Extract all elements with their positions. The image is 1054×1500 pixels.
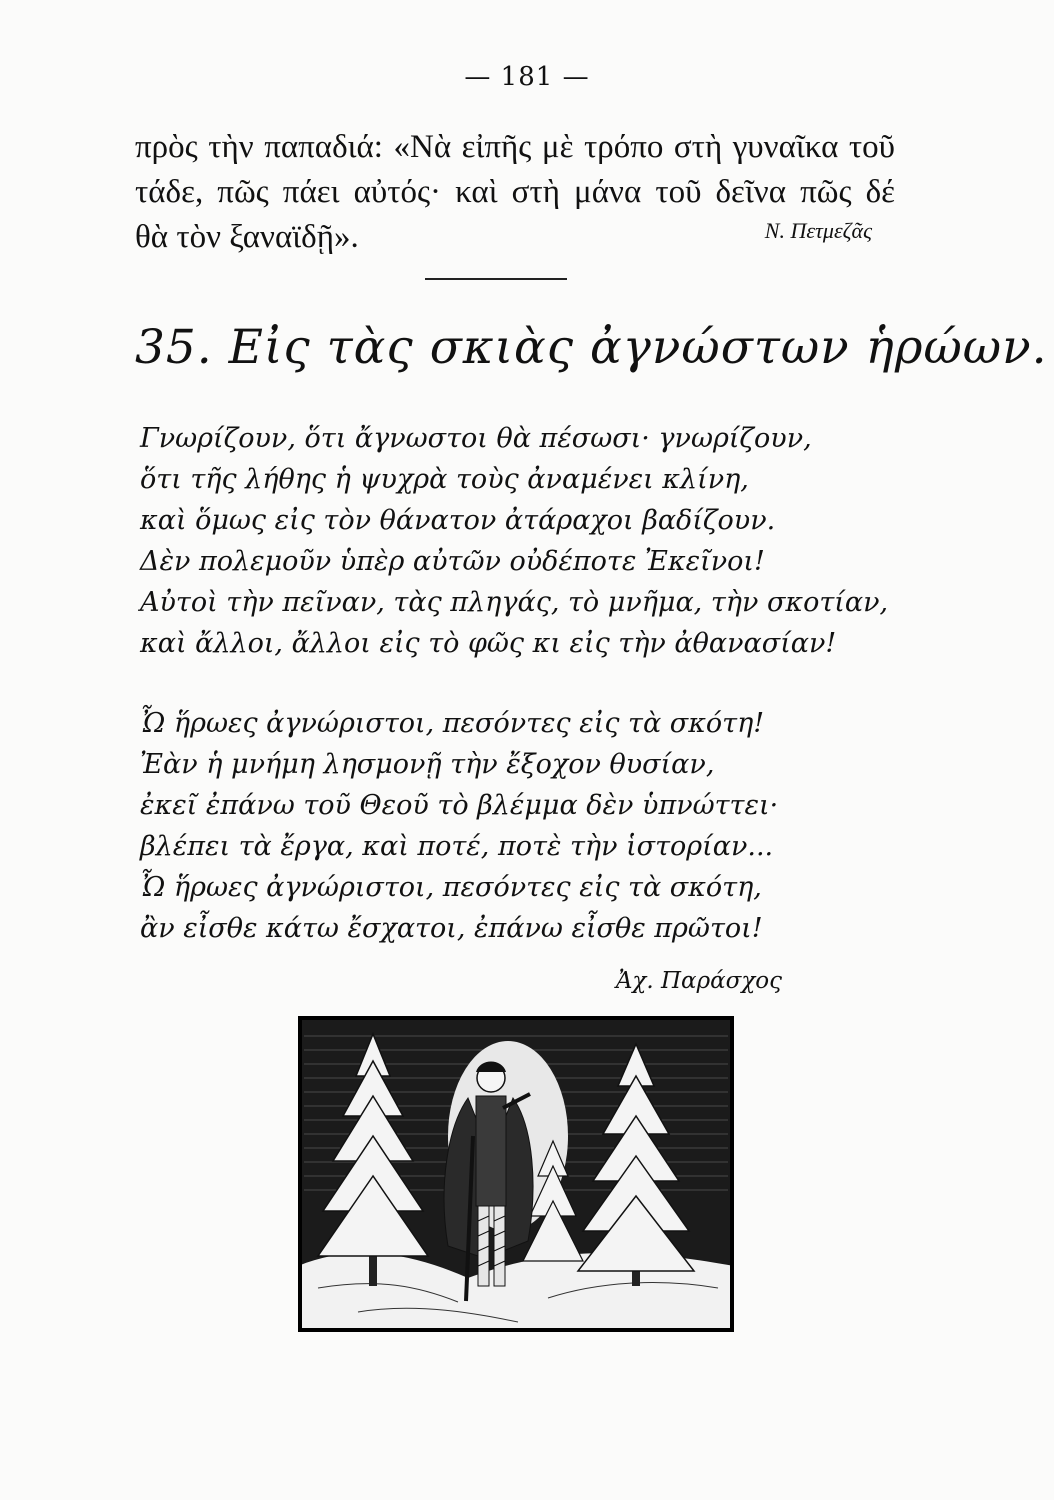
- prose-line: πρὸς τὴν παπαδιά: «Νὰ εἰπῆς μὲ τρόπο στὴ γυναῖκα τοῦ: [135, 129, 895, 165]
- prose-line: θὰ τὸν ξαναϊδῇ».: [135, 219, 359, 255]
- verse-line: Αὐτοὶ τὴν πεῖναν, τὰς πληγάς, τὸ μνῆμα, τὴν σκοτίαν,: [140, 587, 889, 618]
- soldier-engraving-illustration: [298, 1016, 734, 1332]
- verse-line: βλέπει τὰ ἔργα, καὶ ποτέ, ποτὲ τὴν ἱστορίαν...: [140, 831, 774, 862]
- poem-stanza-2: [140, 703, 778, 949]
- page-number: — 181 —: [464, 62, 590, 92]
- prose-attribution: Ν. Πετμεζᾶς: [764, 218, 872, 243]
- poem-title: 35. Εἰς τὰς σκιὰς ἀγνώστων ἡρώων.: [135, 320, 1048, 375]
- engraving-svg: [298, 1016, 734, 1332]
- verse-line: Ὦ ἥρωες ἀγνώριστοι, πεσόντες εἰς τὰ σκότη,: [140, 872, 762, 903]
- verse-line: Γνωρίζουν, ὅτι ἄγνωστοι θὰ πέσωσι· γνωρίζουν,: [140, 423, 812, 454]
- verse-line: Δὲν πολεμοῦν ὑπὲρ αὐτῶν οὐδέποτε Ἐκεῖνοι!: [140, 546, 765, 577]
- verse-line: ὅτι τῆς λήθης ἡ ψυχρὰ τοὺς ἀναμένει κλίνη,: [140, 464, 749, 495]
- verse-line: καὶ ὅμως εἰς τὸν θάνατον ἀτάραχοι βαδίζουν.: [140, 505, 776, 536]
- section-divider: [425, 278, 567, 280]
- poem-stanza-1: [140, 418, 888, 664]
- verse-line: Ὦ ἥρωες ἀγνώριστοι, πεσόντες εἰς τὰ σκότη!: [140, 708, 765, 739]
- verse-line: ἐκεῖ ἐπάνω τοῦ Θεοῦ τὸ βλέμμα δὲν ὑπνώττει·: [140, 790, 779, 821]
- verse-line: καὶ ἄλλοι, ἄλλοι εἰς τὸ φῶς κι εἰς τὴν ἀθανασίαν!: [140, 628, 837, 659]
- verse-line: Ἐὰν ἡ μνήμη λησμονῇ τὴν ἔξοχον θυσίαν,: [140, 749, 715, 780]
- prose-line: τάδε, πῶς πάει αὐτός· καὶ στὴ μάνα τοῦ δεῖνα πῶς δέ: [135, 174, 895, 210]
- poem-attribution: Ἀχ. Παράσχος: [615, 968, 782, 994]
- verse-line: ἂν εἶσθε κάτω ἔσχατοι, ἐπάνω εἶσθε πρῶτοι!: [140, 913, 763, 944]
